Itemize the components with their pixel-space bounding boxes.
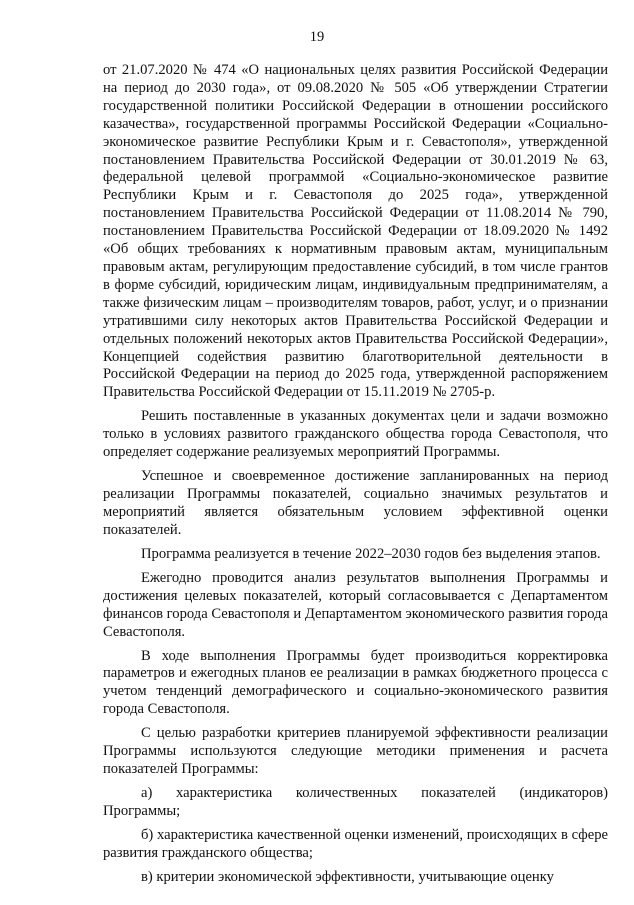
paragraph-indicators-achievement: Успешное и своевременное достижение запланированных на период реализации Программы показателей, социально значимых результатов и мероприятий является обязательным условием эффективной оценки показателей. [103, 468, 608, 538]
paragraph-goals-civil-society: Решить поставленные в указанных документах цели и задачи возможно только в условиях развитого гражданского общества города Севастополя, что определяет содержание реализуемых мероприятий Программы. [103, 408, 608, 461]
paragraph-adjustments: В ходе выполнения Программы будет производиться корректировка параметров и ежегодных планов ее реализации в рамках бюджетного процесса с учетом тенденций демографического и социально-экономического развития города Севастополя. [103, 647, 608, 718]
paragraph-efficiency-methods: С целью разработки критериев планируемой эффективности реализации Программы используются следующие методики применения и расчета показателей Программы: [103, 725, 608, 778]
paragraph-legal-references: от 21.07.2020 № 474 «О национальных целях развития Российской Федерации на период до 2030 года», от 09.08.2020 № 505 «Об утверждении Стратегии государственной политики Российской Федерации в отношении российского казачества», государственной программы Российской Федерации «Социально-экономическое развитие Республики Крым и г. Севастополя», утвержденной постановлением Правительства Российской Федерации от 30.01.2019 № 63, федеральной целевой программой «Социально-экономическое развитие Республики Крым и г. Севастополя до 2025 года», утвержденной постановлением Правительства Российской Федерации от 11.08.2014 № 790, постановлением Правительства Российской Федерации от 18.09.2020 № 1492 «Об общих требованиях к нормативным правовым актам, муниципальным правовым актам, регулирующим предоставление субсидий, в том числе грантов в форме субсидий, юридическим лицам, индивидуальным предпринимателям, а также физическим лицам – производителям товаров, работ, услуг, и о признании утратившими силу некоторых актов Правительства Российской Федерации и отдельных положений некоторых актов Правительства Российской Федерации», Концепцией содействия развитию благотворительной деятельности в Российской Федерации на период до 2025 года, утвержденной распоряжением Правительства Российской Федерации от 15.11.2019 № 2705-р. [103, 62, 608, 401]
list-item-b: б) характеристика качественной оценки изменений, происходящих в сфере развития гражданского общества; [103, 827, 608, 861]
paragraph-program-period: Программа реализуется в течение 2022–2030 годов без выделения этапов. [141, 545, 601, 562]
document-body [103, 62, 608, 893]
list-item-a: а) характеристика количественных показателей (индикаторов) Программы; [103, 785, 608, 819]
list-item-v: в) критерии экономической эффективности, учитывающие оценку [141, 868, 554, 885]
paragraph-annual-analysis: Ежегодно проводится анализ результатов выполнения Программы и достижения целевых показателей, который согласовывается с Департаментом финансов города Севастополя и Департаментом экономического развития города Севастополя. [103, 569, 608, 640]
page-number: 19 [309, 29, 325, 45]
